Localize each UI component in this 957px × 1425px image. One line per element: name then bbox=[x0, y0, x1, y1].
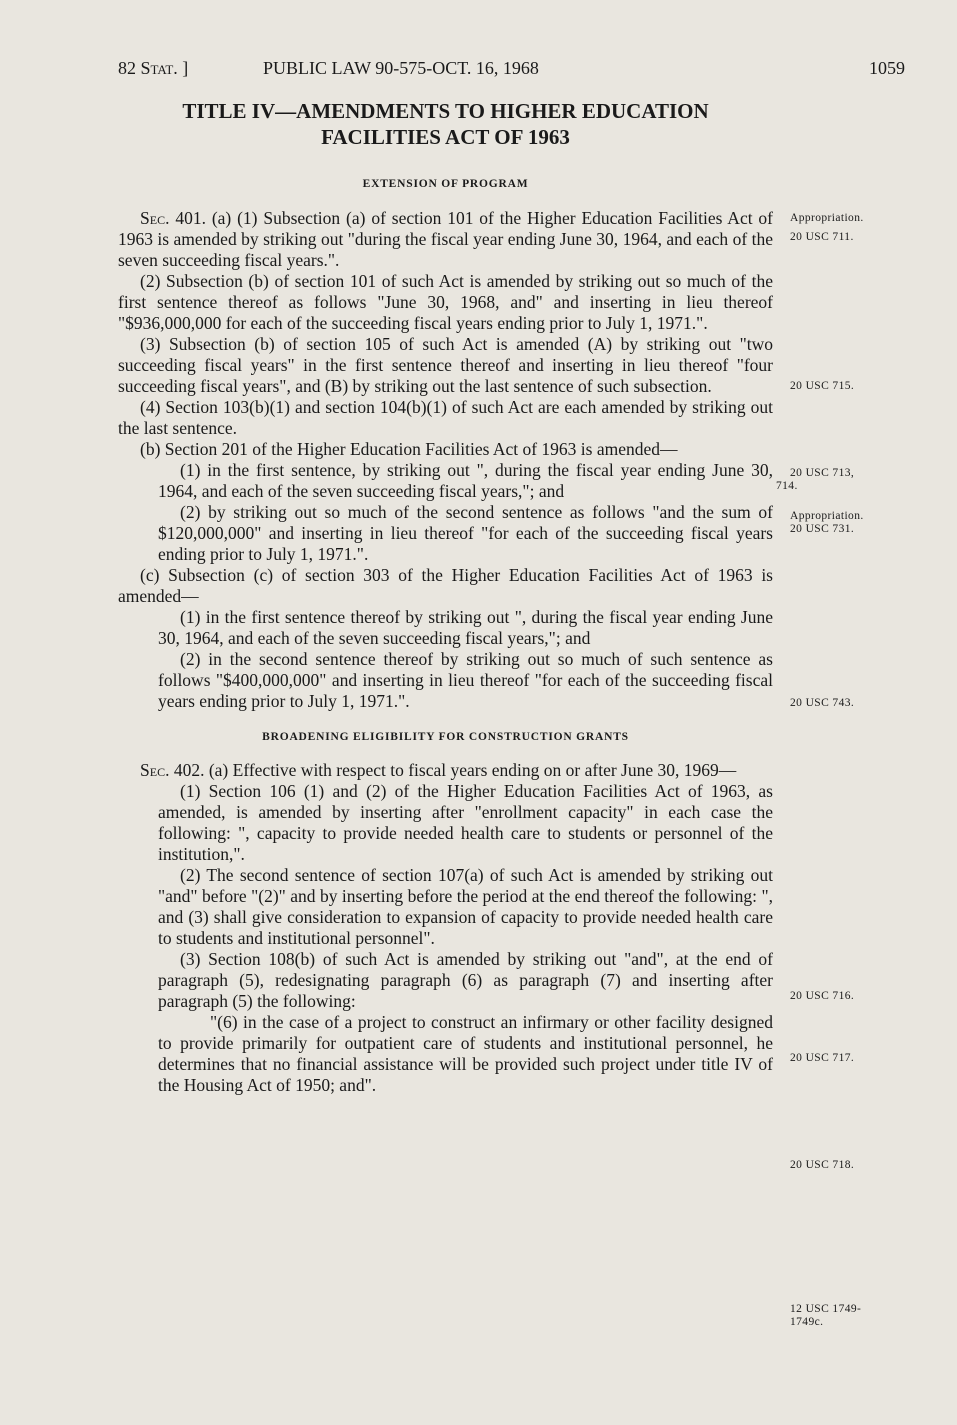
margin-note-713-714 bbox=[776, 467, 910, 493]
margin-note-716: 20 USC 716. bbox=[790, 990, 855, 1002]
paragraph-text: 401. (a) (1) Subsection (a) of section 101 of the Higher Education Facilities Act of 1963 is amended by striking out "during the fiscal year ending June 30, 1964, and each of the seven succeeding fiscal years.". bbox=[118, 208, 774, 270]
paragraph-1: (1) Section 106 (1) and (2) of the Higher Education Facilities Act of 1963, as amended, is amended by inserting after "enrollment capacity" in each case the following: ", capacity to provide needed health care to students or personnel of the institution,". bbox=[158, 781, 773, 864]
margin-note-appropriation-711 bbox=[790, 212, 910, 244]
margin-note-717: 20 USC 717. bbox=[790, 1052, 855, 1064]
paragraph-text: 402. (a) Effective with respect to fiscal years ending on or after June 30, 1969— bbox=[173, 760, 737, 780]
paragraph-c: (c) Subsection (c) of section 303 of the Higher Education Facilities Act of 1963 is amended— bbox=[118, 565, 773, 606]
paragraph-b2: (2) by striking out so much of the second sentence as follows "and the sum of $120,000,000" and inserting in lieu thereof "for each of the succeeding fiscal years ending prior to July 1, 1971.". bbox=[158, 502, 773, 564]
margin-note-line: 20 USC 711. bbox=[790, 231, 854, 243]
margin-note-line: 20 USC 731. bbox=[790, 523, 855, 535]
paragraph-c1: (1) in the first sentence thereof by striking out ", during the fiscal year ending June 30, 1964, and each of the seven succeeding fiscal years,"; and bbox=[158, 607, 773, 648]
public-law-reference: PUBLIC LAW 90-575-OCT. 16, 1968 bbox=[263, 58, 539, 78]
margin-note-715: 20 USC 715. bbox=[790, 380, 855, 392]
paragraph-3: (3) Section 108(b) of such Act is amended by striking out "and", at the end of paragraph (5), redesignating paragraph (6) as paragraph (7) and inserting after paragraph (5) the following: bbox=[158, 949, 773, 1011]
title-line-2: FACILITIES ACT OF 1963 bbox=[321, 125, 570, 149]
paragraph-sec402-a bbox=[118, 760, 773, 781]
margin-note-743: 20 USC 743. bbox=[790, 697, 855, 709]
title-line-1: TITLE IV—AMENDMENTS TO HIGHER EDUCATION bbox=[182, 99, 709, 123]
paragraph-a2: (2) Subsection (b) of section 101 of such Act is amended by striking out so much of the first sentence thereof as follows "June 30, 1968, and" and inserting in lieu thereof "$936,000,000 for each of the succeeding fiscal years ending prior to July 1, 1971.". bbox=[118, 271, 773, 333]
paragraph-b1: (1) in the first sentence, by striking out ", during the fiscal year ending June 30, 1964, and each of the seven succeeding fiscal years,"; and bbox=[158, 460, 773, 501]
margin-note-line: 714. bbox=[776, 480, 798, 492]
paragraph-c2: (2) in the second sentence thereof by striking out so much of such sentence as follows "$400,000,000" and inserting in lieu thereof "for each of the succeeding fiscal years ending prior to July 1, 1971.". bbox=[158, 649, 773, 711]
title-heading bbox=[118, 98, 773, 150]
margin-note-appropriation-731 bbox=[790, 510, 910, 536]
body-text bbox=[118, 208, 773, 1096]
statute-reference: 82 Stat. ] bbox=[118, 58, 189, 78]
page-header bbox=[118, 58, 917, 82]
margin-note-line: Appropriation. bbox=[790, 510, 864, 522]
subheading-broadening: BROADENING ELIGIBILITY FOR CONSTRUCTION GRANTS bbox=[262, 731, 629, 743]
paragraph-a3: (3) Subsection (b) of section 105 of such Act is amended (A) by striking out "two succeeding fiscal years" in the first sentence thereof and inserting in lieu thereof "four succeeding fiscal years", and (B) by striking out the last sentence of such subsection. bbox=[118, 334, 773, 396]
paragraph-6-quote: "(6) in the case of a project to construct an infirmary or other facility designed to provide primarily for outpatient care of students and institutional personnel, he determines that no financial assistance will be provided such project under title IV of the Housing Act of 1950; and". bbox=[158, 1012, 773, 1095]
margin-note-718: 20 USC 718. bbox=[790, 1159, 855, 1171]
margin-note-line: 20 USC 713, bbox=[790, 467, 855, 479]
paragraph-b: (b) Section 201 of the Higher Education Facilities Act of 1963 is amended— bbox=[140, 439, 678, 459]
subheading-extension: EXTENSION OF PROGRAM bbox=[362, 178, 529, 190]
section-label: Sec. bbox=[140, 760, 170, 780]
page-number: 1059 bbox=[869, 58, 905, 78]
margin-note-line: 12 USC 1749- bbox=[790, 1303, 862, 1315]
paragraph-2: (2) The second sentence of section 107(a) of such Act is amended by striking out "and" before "(2)" and by inserting before the period at the end thereof the following: ", and (3) shall give consideration to expansion of capacity to provide needed health care to students and institutional personnel". bbox=[158, 865, 773, 948]
paragraph-a4: (4) Section 103(b)(1) and section 104(b)(1) of such Act are each amended by striking out the last sentence. bbox=[118, 397, 773, 438]
section-label: Sec. bbox=[140, 208, 170, 228]
paragraph-sec401-a1 bbox=[118, 208, 773, 271]
margin-note-line: Appropriation. bbox=[790, 212, 864, 224]
margin-note-line: 1749c. bbox=[790, 1316, 824, 1328]
margin-note-1749 bbox=[790, 1303, 910, 1329]
